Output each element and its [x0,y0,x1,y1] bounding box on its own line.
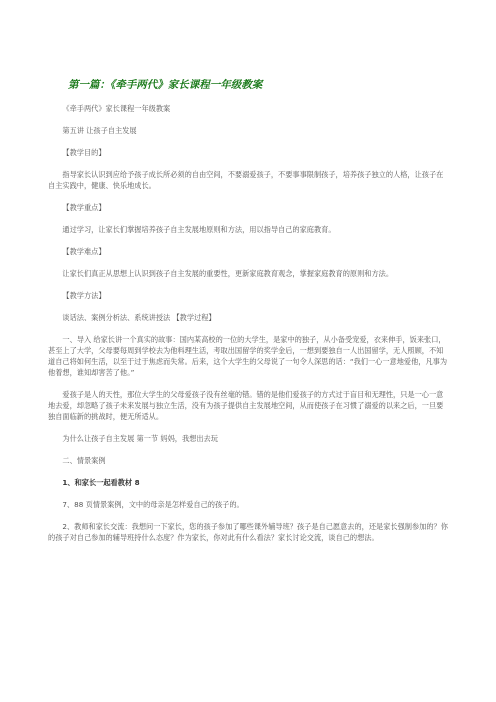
paragraph: 让家长们真正从思想上认识到孩子自主发展的重要性，更新家庭教育观念，掌握家庭教育的原则和方法。 [62,269,394,278]
paragraph: 指导家长认识到应给予孩子成长所必须的自由空间，不要溺爱孩子，不要事事限制孩子，培养孩子独立的人格，让孩子在自主实践中，健康、快乐地成长。 [48,170,444,190]
document-title: 第一篇：《牵手两代》家长课程一年级教案 [68,79,263,91]
paragraph: 【教学重点】 [62,203,106,212]
paragraph: 谈话法、案例分析法、系统讲授法 【教学过程】 [62,313,216,322]
paragraph: 《牵手两代》家长课程一年级教案 [62,104,171,113]
paragraph: 2、教师和家长交流：我想问一下家长，您的孩子参加了哪些课外辅导班？孩子是自己愿意去的，还是家长强制参加的？你的孩子对自己参加的辅导班持什么态度？作为家长，你对此有什么看法？家长讨论交流，谈自己的想法。 [48,522,448,542]
paragraph: 第五讲 让孩子自主发展 [62,126,137,135]
paragraph: 1、和家长一起看教材 8 [62,478,140,487]
paragraph: 通过学习，让家长们掌握培养孩子自主发展地原则和方法，用以指导自己的家庭教育。 [62,225,336,234]
paragraph: 【教学难点】 [62,247,106,256]
paragraph: 为什么让孩子自主发展 第一节 妈妈，我想出去玩 [62,434,218,443]
paragraph: 一、导入 给家长讲一个真实的故事：国内某高校的一位的大学生，是家中的独子，从小备受宠爱，衣来伸手，饭来张口，甚至上了大学，父母要每周到学校去为他料理生活，考取出国留学的奖学金后，一想到要独自一人出国留学，无人照顾，不知道自己将如何生活，以至于过于焦虑而失常。后来，这个大学生的父母说了一句令人深思的话：“我们一心一意地爱他，凡事为他着想，谁知却害苦了他。” [48,335,448,377]
paragraph: 【教学方法】 [62,291,106,300]
paragraph: 7、88 页情景案例，文中的母亲是怎样爱自己的孩子的。 [62,500,244,509]
document-body [48,103,450,554]
paragraph: 二、情景案例 [62,456,106,465]
paragraph: 爱孩子是人的天性，那位大学生的父母爱孩子没有丝毫的错。错的是他们爱孩子的方式过于盲目和无理性，只是一心一意地去爱，却忽略了孩子未来发展与独立生活，没有为孩子提供自主发展地空间，从而使孩子在习惯了溺爱的以来之后，一旦要独自面临新的挑战时，便无所适从。 [48,390,444,421]
paragraph: 【教学目的】 [62,148,106,157]
